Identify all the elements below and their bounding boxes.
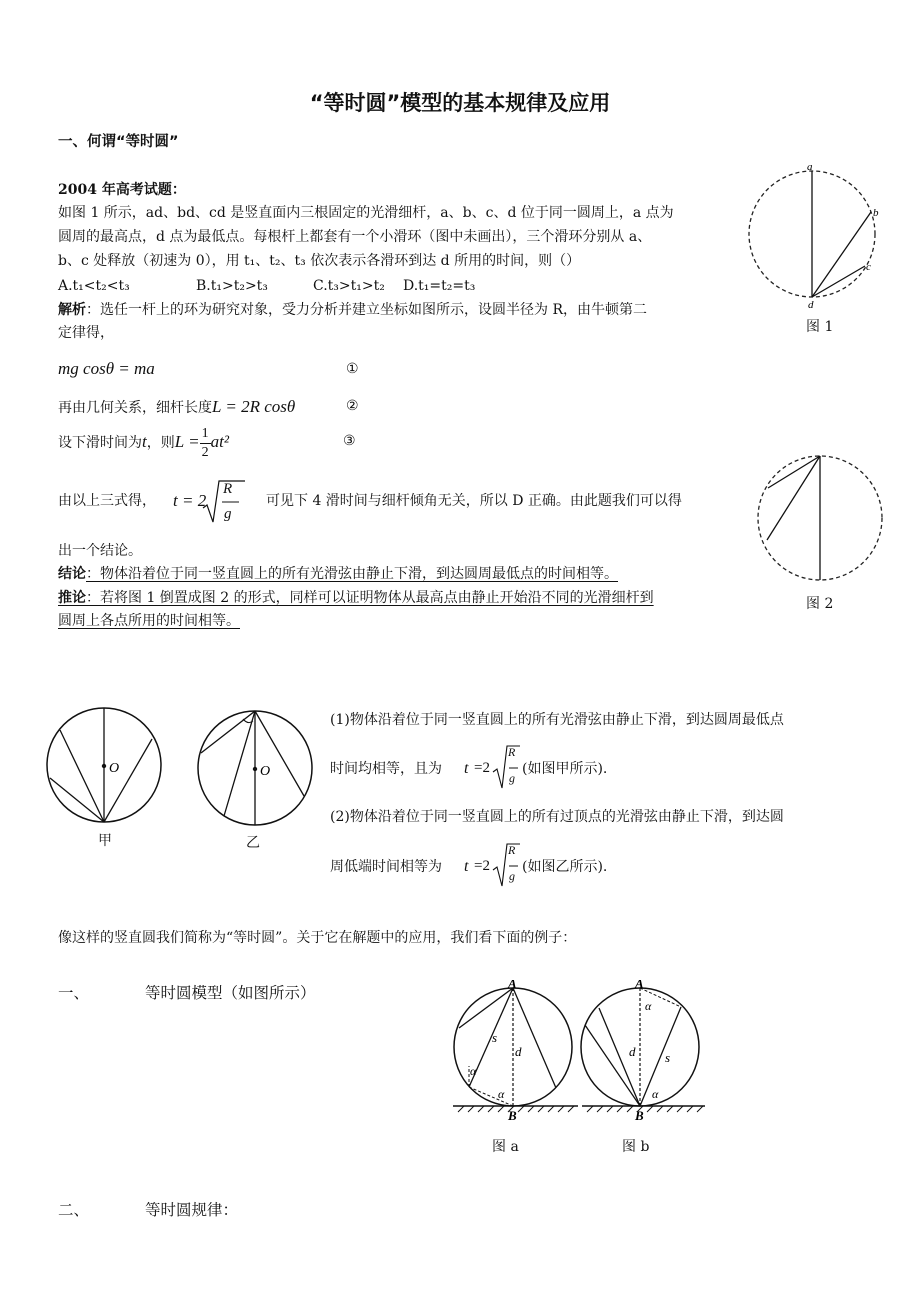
fig-b-label-alpha-1: α bbox=[645, 999, 652, 1013]
sqrt-sign-3 bbox=[492, 842, 522, 890]
inference-line-1 bbox=[58, 587, 741, 610]
figure-jia-caption: 甲 bbox=[98, 833, 112, 849]
equation-3-number: ③ bbox=[343, 433, 356, 449]
fig-yi-center: O bbox=[260, 764, 271, 779]
equation-3-rest: at² bbox=[210, 432, 229, 451]
rule-2-line-1: (2)物体沿着位于同一竖直圆上的所有过顶点的光滑弦由静止下滑，到达圆 bbox=[330, 809, 784, 825]
figure-1-caption: 图 1 bbox=[806, 319, 834, 335]
sqrt-numerator: R bbox=[223, 481, 233, 497]
fraction-numerator: 1 bbox=[200, 425, 211, 444]
analysis-text: ：选任一杆上的环为研究对象，受力分析并建立坐标如图所示，设圆半径为 R，由牛顿第二 bbox=[86, 302, 647, 318]
conclusion-label: 结论 bbox=[58, 566, 86, 582]
figure-yi-caption: 乙 bbox=[246, 835, 260, 851]
fig-a-label-b: B bbox=[508, 1108, 517, 1120]
equation-3-line bbox=[58, 423, 229, 462]
problem-line-1: 如图 1 所示，ad、bd、cd 是竖直面内三根固定的光滑细杆，a、b、c、d 位于同一圆周上，a 点为 bbox=[58, 205, 674, 221]
figure-1 bbox=[745, 160, 905, 310]
conclusion bbox=[58, 563, 741, 586]
rule-1-t: t bbox=[464, 760, 469, 777]
fig-a-label-alpha-1: α bbox=[470, 1064, 477, 1078]
figure-2 bbox=[755, 450, 895, 590]
rule-1-g: g bbox=[509, 771, 515, 785]
fig1-label-d: d bbox=[808, 299, 814, 310]
section-b-number: 二、 bbox=[58, 1201, 90, 1219]
page-title: “等时圆”模型的基本规律及应用 bbox=[309, 91, 611, 115]
fig-b-label-alpha-2: α bbox=[652, 1087, 659, 1101]
fig-jia-center: O bbox=[109, 761, 120, 776]
inference-line-2 bbox=[58, 610, 741, 633]
analysis-label: 解析 bbox=[58, 302, 86, 318]
result-prefix: 由以上三式得， bbox=[58, 493, 156, 509]
equation-1: mg cosθ = ma bbox=[58, 359, 155, 378]
fig1-label-a: a bbox=[807, 161, 813, 173]
fig1-label-c: c bbox=[866, 261, 871, 273]
rule-1-line-1: (1)物体沿着位于同一竖直圆上的所有光滑弦由静止下滑，到达圆周最低点 bbox=[330, 712, 784, 728]
section-a-heading: 等时圆模型（如图所示） bbox=[145, 984, 316, 1002]
problem-line-3: b、c 处释放（初速为 0），用 t₁、t₂、t₃ 依次表示各滑环到达 d 所用的时间，则（） bbox=[58, 253, 581, 269]
rule-2-eq: =2 bbox=[474, 858, 490, 874]
equation-3-l: L = bbox=[174, 432, 200, 451]
result-equation: t = 2 bbox=[173, 491, 207, 510]
sqrt-denominator: g bbox=[224, 506, 232, 522]
conclusion-text: ：物体沿着位于同一竖直圆上的所有光滑弦由静止下滑，到达圆周最低点的时间相等。 bbox=[86, 566, 618, 582]
equation-1-number: ① bbox=[346, 361, 359, 377]
figure-a bbox=[448, 980, 588, 1120]
inference-text-2: 圆周上各点所用的时间相等。 bbox=[58, 613, 240, 629]
figure-b bbox=[577, 980, 712, 1120]
fig-a-label-d: d bbox=[515, 1044, 522, 1059]
equation-2-prefix: 再由几何关系，细杆长度 bbox=[58, 400, 212, 416]
fig1-label-b: b bbox=[873, 207, 879, 219]
exam-heading: 2004 年高考试题： bbox=[58, 182, 186, 198]
rule-1-eq: =2 bbox=[474, 760, 490, 776]
figure-jia bbox=[45, 703, 165, 825]
rule-2-g: g bbox=[509, 869, 515, 883]
sqrt-sign-2 bbox=[492, 744, 522, 792]
analysis-line-1 bbox=[58, 299, 741, 322]
section-b-heading: 等时圆规律： bbox=[145, 1201, 239, 1219]
equation-3-prefix: 设下滑时间为 bbox=[58, 435, 142, 451]
rule-2-suffix: (如图乙所示). bbox=[522, 859, 608, 875]
option-b: B.t₁>t₂>t₃ bbox=[196, 278, 268, 294]
equation-3-mid: ，则 bbox=[146, 435, 175, 451]
inference-label: 推论 bbox=[58, 590, 86, 606]
fig-b-label-s: s bbox=[665, 1050, 671, 1065]
result-suffix: 可见下 4 滑时间与细杆倾角无关，所以 D 正确。由此题我们可以得 bbox=[266, 493, 682, 509]
rule-2-r: R bbox=[508, 843, 516, 857]
rule-2-t: t bbox=[464, 858, 469, 875]
fig-a-label-alpha-2: α bbox=[498, 1087, 505, 1101]
option-a: A.t₁<t₂<t₃ bbox=[58, 278, 130, 294]
equation-2-line bbox=[58, 395, 295, 420]
fig-b-label-b: B bbox=[635, 1108, 644, 1120]
rule-2-line-2-prefix: 周低端时间相等为 bbox=[330, 859, 442, 875]
option-d: D.t₁=t₂=t₃ bbox=[403, 278, 476, 294]
section1-heading: 一、何谓“等时圆” bbox=[58, 134, 179, 150]
analysis-line-2: 定律得， bbox=[58, 325, 114, 341]
equation-2-number: ② bbox=[346, 398, 359, 414]
rule-1-r: R bbox=[508, 745, 516, 759]
option-c: C.t₃>t₁>t₂ bbox=[313, 278, 385, 294]
equation-3-fraction bbox=[200, 425, 211, 462]
summary-text: 像这样的竖直圆我们简称为“等时圆”。关于它在解题中的应用，我们看下面的例子： bbox=[58, 930, 577, 946]
fig-a-label-a: A bbox=[508, 980, 517, 991]
section-a-number: 一、 bbox=[58, 984, 90, 1002]
inference-text: ：若将图 1 倒置成图 2 的形式，同样可以证明物体从最高点由静止开始沿不同的光滑细杆到 bbox=[86, 590, 654, 606]
analysis-end: 出一个结论。 bbox=[58, 543, 142, 559]
figure-yi bbox=[193, 708, 317, 828]
fraction-denominator: 2 bbox=[201, 444, 209, 460]
figure-b-caption: 图 b bbox=[622, 1139, 650, 1155]
figure-a-caption: 图 a bbox=[492, 1139, 519, 1155]
equation-2: L = 2R cosθ bbox=[212, 397, 296, 416]
rule-1-suffix: (如图甲所示). bbox=[522, 761, 608, 777]
figure-2-caption: 图 2 bbox=[806, 596, 834, 612]
equation-3-t: t bbox=[142, 432, 147, 451]
fig-b-label-a: A bbox=[635, 980, 644, 991]
rule-1-line-2-prefix: 时间均相等，且为 bbox=[330, 761, 442, 777]
fig-a-label-s: s bbox=[492, 1030, 498, 1045]
problem-line-2: 圆周的最高点，d 点为最低点。每根杆上都套有一个小滑环（图中未画出），三个滑环分别从 a、 bbox=[58, 229, 652, 245]
fig-b-label-d: d bbox=[629, 1044, 636, 1059]
